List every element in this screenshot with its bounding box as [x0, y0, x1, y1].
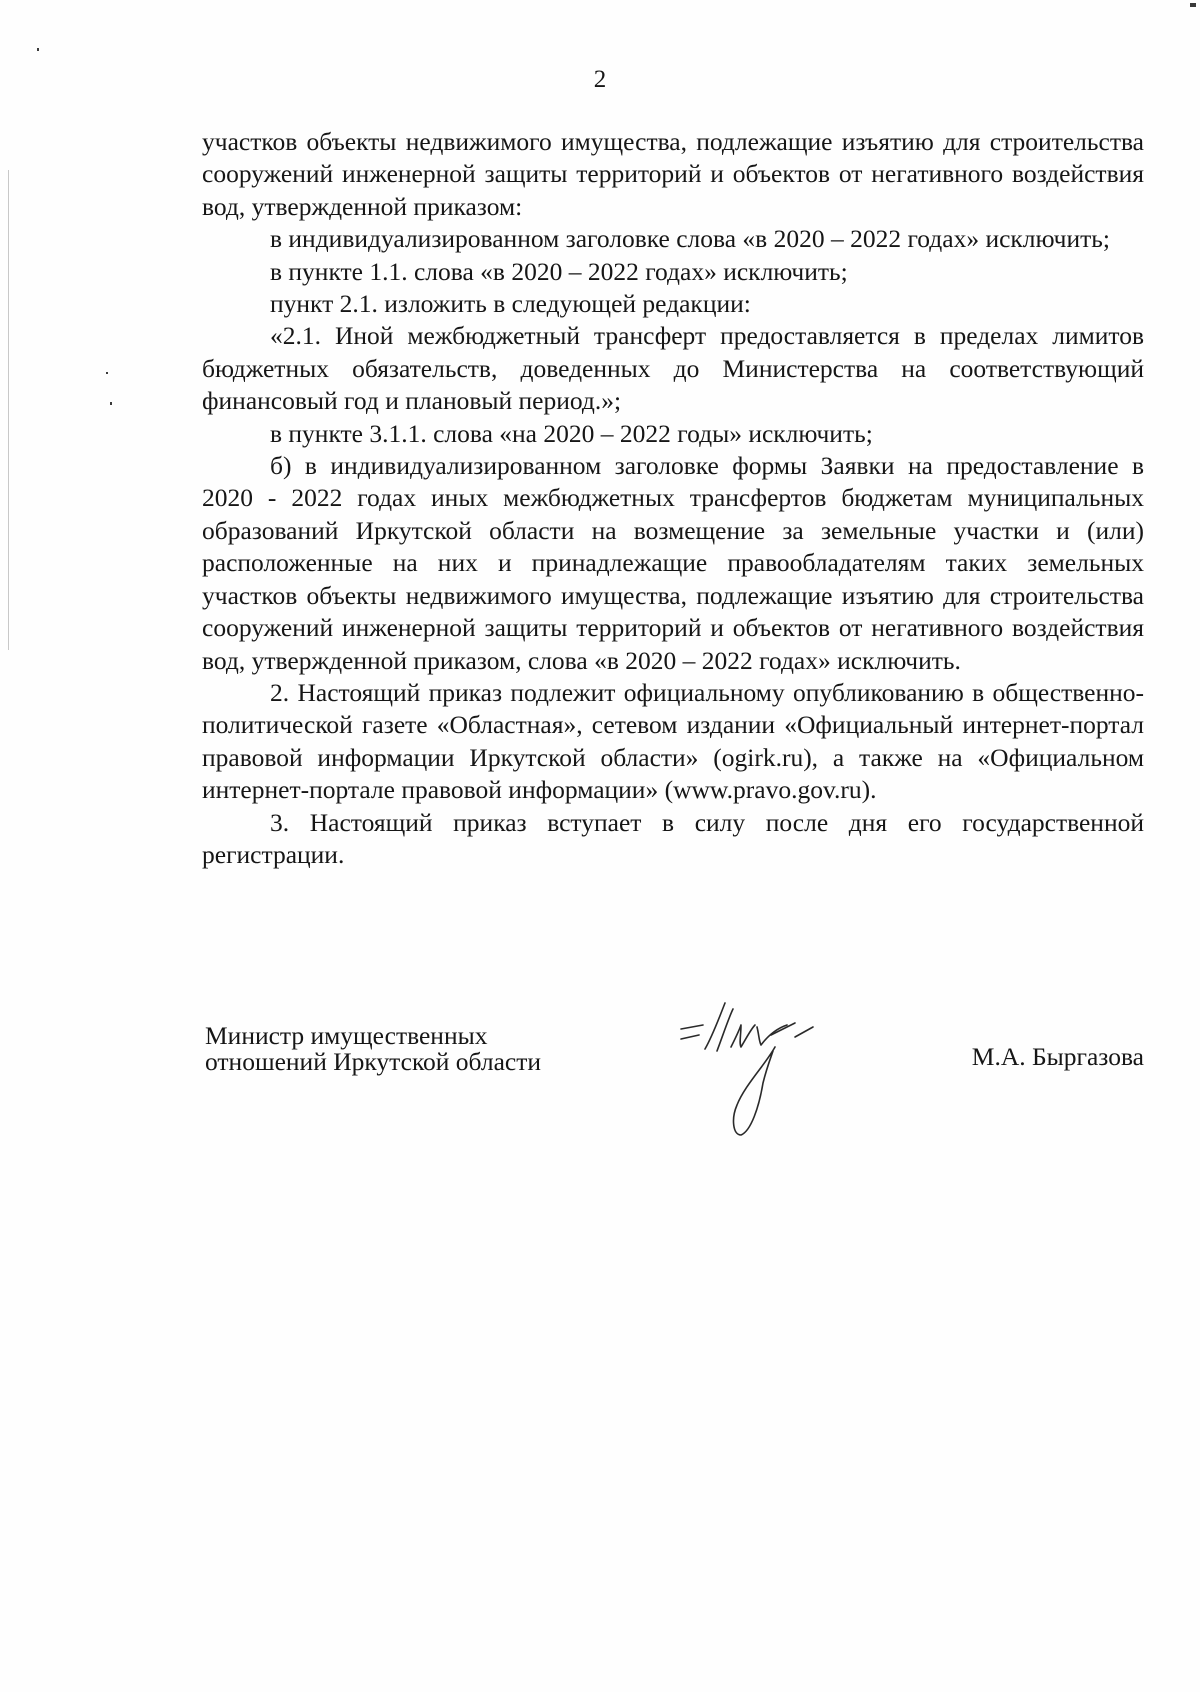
page-number: 2	[593, 66, 607, 93]
document-body	[202, 126, 1144, 871]
paragraph: 2. Настоящий приказ подлежит официальному опубликованию в общественно-политической газете «Областная», сетевом издании «Официальный интернет-портал правовой информации Иркутской области» (ogirk.ru), а также на «Официальном интернет-портале правовой информации» (www.pravo.gov.ru).	[202, 677, 1144, 805]
scan-artifact	[1190, 3, 1196, 7]
paragraph: в индивидуализированном заголовке слова «в 2020 – 2022 годах» исключить;	[270, 224, 1110, 254]
position-line: отношений Иркутской области	[205, 1047, 542, 1076]
signatory-position	[205, 1023, 541, 1075]
scan-artifact	[8, 170, 9, 650]
scan-artifact	[106, 372, 108, 374]
paragraph: в пункте 3.1.1. слова «на 2020 – 2022 годы» исключить;	[270, 418, 873, 448]
paragraph: в пункте 1.1. слова «в 2020 – 2022 годах» исключить;	[270, 256, 848, 286]
scan-artifact	[37, 48, 39, 51]
handwritten-signature	[675, 995, 865, 1145]
paragraph: 3. Настоящий приказ вступает в силу после дня его государственной регистрации.	[202, 807, 1144, 869]
paragraph: «2.1. Иной межбюджетный трансферт предоставляется в пределах лимитов бюджетных обязательств, доведенных до Министерства на соответствующий финансовый год и плановый период.»;	[202, 321, 1144, 416]
paragraph: участков объекты недвижимого имущества, подлежащие изъятию для строительства сооружений инженерной защиты территорий и объектов от негативного воздействия вод, утвержденной приказом:	[202, 127, 1144, 221]
position-line: Министр имущественных	[205, 1021, 488, 1050]
paragraph: пункт 2.1. изложить в следующей редакции:	[270, 289, 751, 319]
signatory-name: М.А. Быргазова	[971, 1042, 1144, 1071]
scan-artifact	[110, 402, 112, 405]
paragraph: б) в индивидуализированном заголовке формы Заявки на предоставление в 2020 - 2022 годах иных межбюджетных трансфертов бюджетам муниципальных образований Иркутской области на возмещение за земельные участки и (или) расположенные на них и принадлежащие правообладателям таких земельных участков объекты недвижимого имущества, подлежащие изъятию для строительства сооружений инженерной защиты территорий и объектов от негативного воздействия вод, утвержденной приказом, слова «в 2020 – 2022 годах» исключить.	[202, 451, 1144, 675]
